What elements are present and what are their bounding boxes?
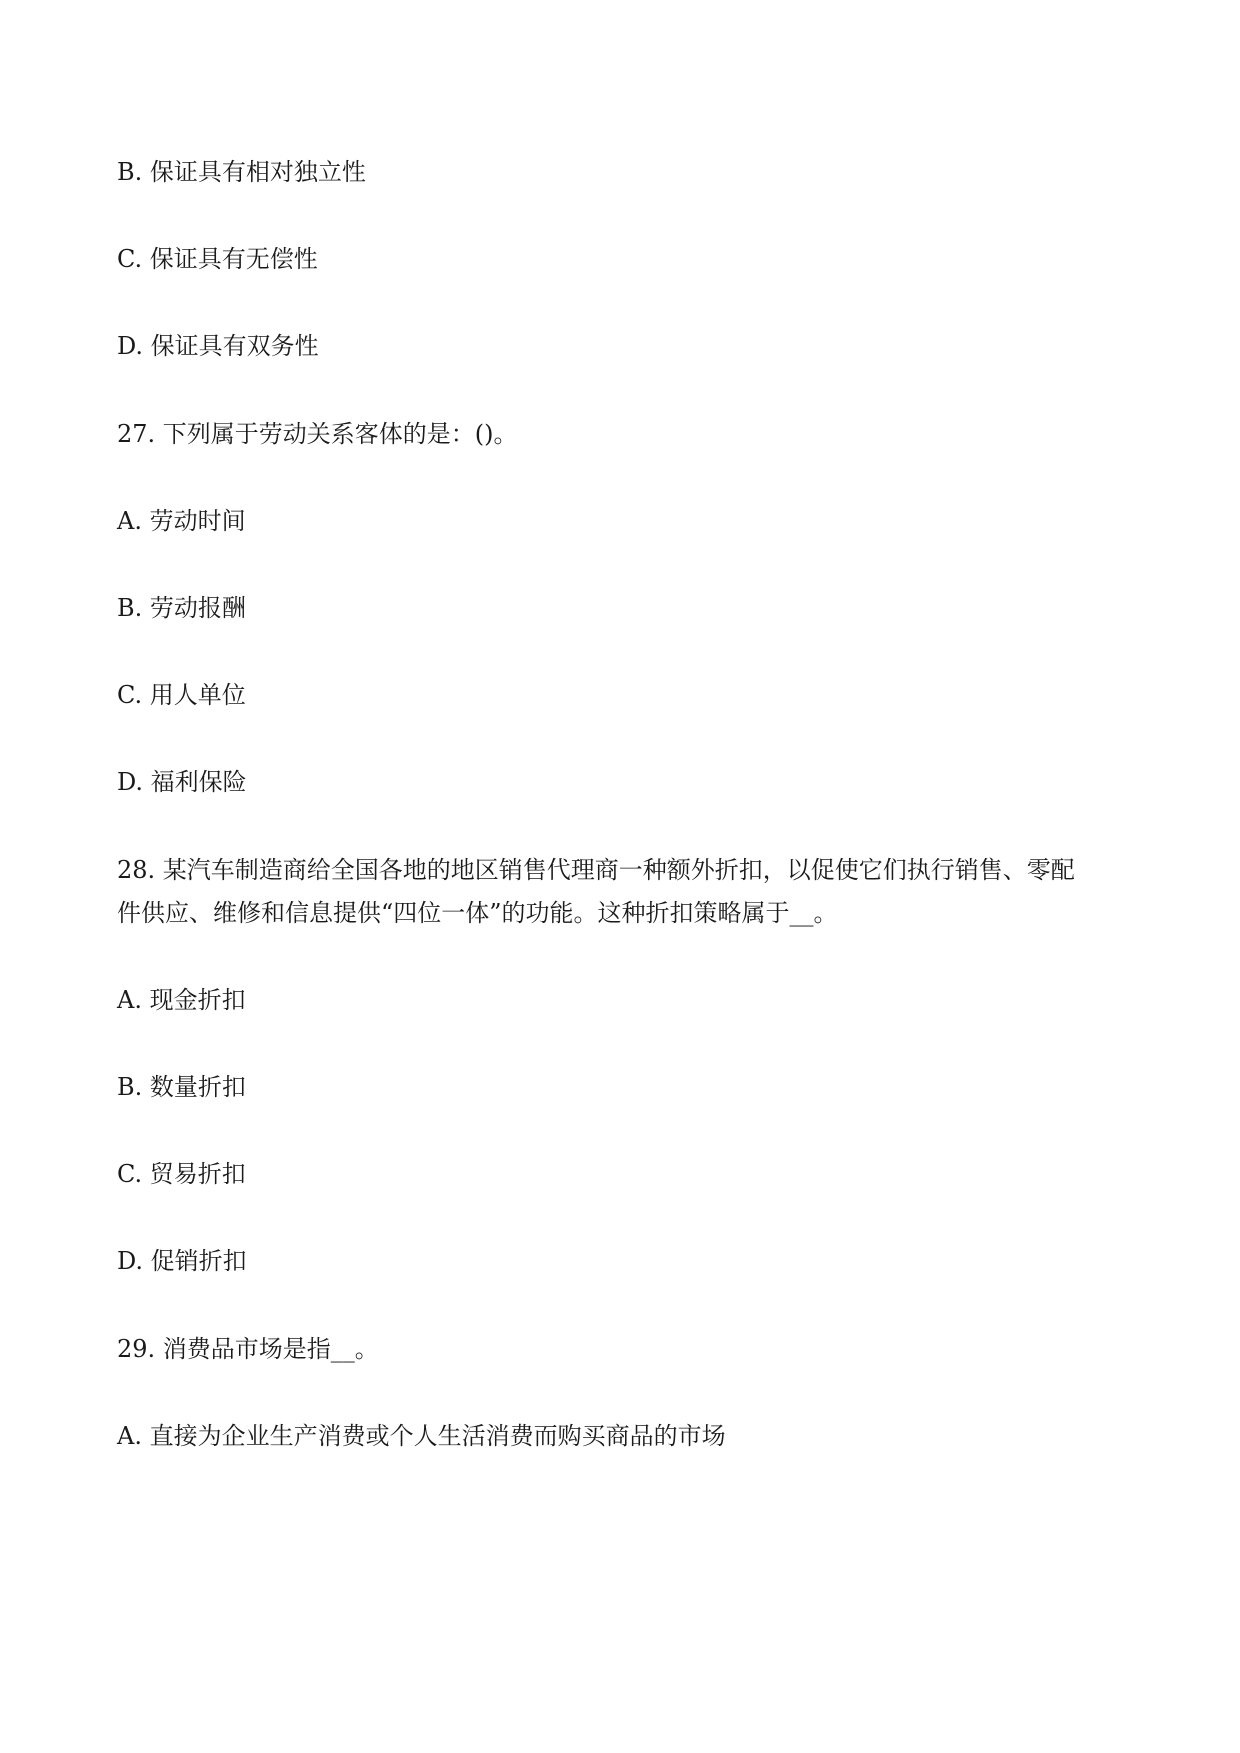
q27-option-c: C. 用人单位 — [117, 681, 246, 709]
q27-question-stem: 27. 下列属于劳动关系客体的是：()。 — [117, 420, 518, 448]
q27-option-b: B. 劳动报酬 — [117, 594, 246, 622]
q27-option-d: D. 福利保险 — [117, 768, 247, 796]
q28-option-b: B. 数量折扣 — [117, 1073, 246, 1101]
q28-option-c: C. 贸易折扣 — [117, 1160, 246, 1188]
q26-option-c: C. 保证具有无偿性 — [117, 245, 318, 273]
q29-question-stem: 29. 消费品市场是指__。 — [117, 1335, 379, 1363]
q29-option-a: A. 直接为企业生产消费或个人生活消费而购买商品的市场 — [117, 1422, 726, 1450]
q26-option-d: D. 保证具有双务性 — [117, 332, 319, 360]
q27-option-a: A. 劳动时间 — [117, 507, 246, 535]
q28-question-stem-line-2: 件供应、维修和信息提供“四位一体”的功能。这种折扣策略属于__。 — [117, 899, 838, 927]
q28-question-stem-line-1: 28. 某汽车制造商给全国各地的地区销售代理商一种额外折扣，以促使它们执行销售、零配 — [117, 856, 1075, 884]
q28-option-d: D. 促销折扣 — [117, 1247, 247, 1275]
q28-option-a: A. 现金折扣 — [117, 986, 246, 1014]
q26-option-b: B. 保证具有相对独立性 — [117, 158, 366, 186]
